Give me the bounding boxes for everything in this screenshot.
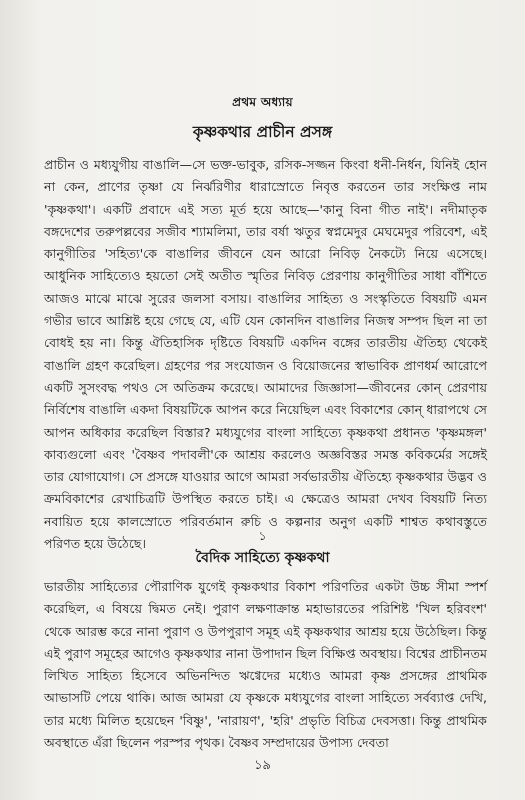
section-number: ১ (258, 529, 267, 543)
paragraph-vedic: ভারতীয় সাহিত্যের পৌরাণিক যুগেই কৃষ্ণকথার বিকাশ পরিণতির একটা উচ্চ সীমা স্পর্শ করেছিল, এ বিষয়ে দ্বিমত নেই। পুরাণ লক্ষণাক্রান্ত মহাভারতের পরিশিষ্ট 'খিল হরিবংশ' থেকে আরম্ভ করে নানা পুরাণ ও উপপুরাণ সমূহ এই কৃষ্ণকথার আশ্রয় হয়ে উঠেছিল। কিন্তু এই পুরাণ সমূহের আগেও কৃষ্ণকথার নানা উপাদান ছিল বিক্ষিপ্ত অবস্থায়। বিশ্বের প্রাচীনতম লিখিত সাহিত্য হিসেবে অভিনন্দিত ঋগ্বেদের মধ্যেও আমরা কৃষ্ণ প্রসঙ্গের প্রাথমিক আভাসটি পেয়ে থাকি। আজ আমরা যে কৃষ্ণকে মধ্যযুগের বাংলা সাহিত্যে সর্বব্যাপ্ত দেখি, তার মধ্যে মিলিত হয়েছেন 'বিষ্ণু', 'নারায়ণ', 'হরি' প্রভৃতি বিচিত্র দেবসত্তা। কিন্তু প্রাথমিক অবস্থাতে এঁরা ছিলেন পরস্পর পৃথক। বৈষ্ণব সম্প্রদায়ের উপাস্য দেবতা (44, 579, 487, 751)
section-title: বৈদিক সাহিত্যে কৃষ্ণকথা (195, 550, 330, 566)
paragraph-intro: প্রাচীন ও মধ্যযুগীয় বাঙালি—সে ভক্ত-ভাবুক, রসিক-সজ্জন কিংবা ধনী-নির্ধন, যিনিই হোন না কেন, প্রাণের তৃষ্ণা যে নির্ঝরিণীর ধারাস্রোতে নিবৃত্ত করতেন তার সংক্ষিপ্ত নাম 'কৃষ্ণকথা'। একটি প্রবাদে এই সত্য মূর্ত হয়ে আছে—'কানু বিনা গীত নাই'। নদীমাতৃক বঙ্গদেশের তরুপল্লবের সজীব শ্যামলিমা, তার বর্ষা ঋতুর স্বপ্নমেদুর মেঘমেদুর পরিবেশ, এই কানুগীতির 'সহিত্য'কে বাঙালির জীবনে যেন আরো নিবিড় নৈকট্যে নিয়ে এসেছে। আধুনিক সাহিত্যেও হয়তো সেই অতীত স্মৃতির নিবিড় প্রেরণায় কানুগীতির সাধা বাঁশিতে আজও মাঝে মাঝে সুরের জলসা বসায়। বাঙালির সাহিত্য ও সংস্কৃতিতে বিষয়টি এমন গভীর ভাবে আশ্লিষ্ট হয়ে গেছে যে, এটি যেন কোনদিন বাঙালির নিজস্ব সম্পদ ছিল না তা বোধই হয় না। কিন্তু ঐতিহাসিক দৃষ্টিতে বিষয়টি একদিন বঙ্গের তারতীয় ঐতিহ্য থেকেই বাঙালি গ্রহণ করেছিল। গ্রহণের পর সংযোজন ও বিয়োজনের স্বাভাবিক প্রাণধর্ম আরোপে একটি সুসংবদ্ধ পথও সে অতিক্রম করেছে। আমাদের জিজ্ঞাসা—জীবনের কোন্ প্রেরণায় নির্বিশেষ বাঙালি একদা বিষয়টিকে আপন করে নিয়েছিল এবং বিকাশের কোন্ ধারাপথে সে আপন অধিকার করেছিল বিস্তার? মধ্যযুগের বাংলা সাহিত্যে কৃষ্ণকথা প্রধানত 'কৃষ্ণমঙ্গল' কাব্যগুলো এবং 'বৈষ্ণব পদাবলী'কে আশ্রয় করলেও অজ্ঞবিস্তর সমস্ত কবিকর্মের সঙ্গেই তার যোগাযোগ। সে প্রসঙ্গে যাওয়ার আগে আমরা সর্বভারতীয় ঐতিহ্যে কৃষ্ণকথার উদ্ভব ও ক্রমবিকাশের রেখাচিত্রটি উপস্থিত করতে চাই। এ ক্ষেত্রেও আমরা দেখব বিষয়টি নিত্য নবায়িত হয়ে কালস্রোতে পরিবর্তমান রুচি ও কল্পনার অনুগ একটি শাশ্বত কথাবস্তুতে পরিণত হয়ে উঠেছে। (44, 157, 487, 552)
chapter-label: প্রথম অধ্যায় (232, 95, 293, 109)
page-number: ১৯ (254, 758, 271, 773)
chapter-title: কৃষ্ণকথার প্রাচীন প্রসঙ্গ (192, 123, 333, 141)
